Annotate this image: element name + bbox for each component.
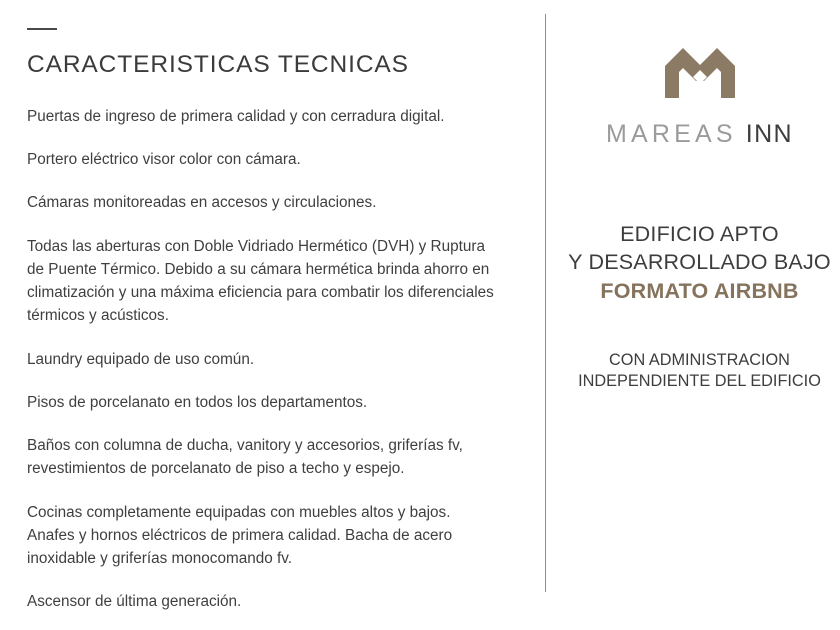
feature-item: Pisos de porcelanato en todos los departamentos.	[27, 393, 368, 411]
logo-container	[565, 40, 834, 104]
headline-line-1: EDIFICIO APTO	[620, 222, 779, 246]
headline-highlight: FORMATO AIRBNB	[600, 278, 799, 303]
headline-line-2: Y DESARROLLADO BAJO	[568, 249, 831, 274]
feature-item: Laundry equipado de uso común.	[27, 350, 255, 368]
page-title: CARACTERISTICAS TECNICAS	[27, 51, 409, 78]
feature-item: Todas las aberturas con Doble Vidriado Hermético (DVH) y Ruptura de Puente Térmico. Debido a su cámara hermética brinda ahorro en climatización y una máxima eficiencia para combatir los diferenciales térmicos y acústicos.	[27, 237, 494, 325]
subnote-line-2: INDEPENDIENTE DEL EDIFICIO	[578, 372, 821, 391]
headline-block	[565, 221, 834, 306]
feature-item: Cocinas completamente equipadas con muebles altos y bajos. Anafes y hornos eléctricos de primera calidad. Bacha de acero inoxidable y griferías monocomando fv.	[27, 503, 453, 568]
mareas-m-logo-icon	[663, 44, 737, 100]
feature-item: Portero eléctrico visor color con cámara.	[27, 151, 301, 169]
subnote-line-1: CON ADMINISTRACION	[609, 350, 790, 369]
feature-item: Cámaras monitoreadas en accesos y circulaciones.	[27, 194, 377, 212]
feature-item: Puertas de ingreso de primera calidad y con cerradura digital.	[27, 107, 445, 125]
brand-name: MAREAS	[605, 120, 737, 148]
brand-column	[545, 0, 840, 630]
brand-wordmark	[565, 120, 834, 149]
feature-item: Ascensor de última generación.	[27, 593, 242, 611]
title-rule	[27, 28, 57, 30]
brand-suffix: INN	[745, 120, 794, 148]
subnote-block	[565, 350, 834, 393]
feature-item: Baños con columna de ducha, vanitory y accesorios, griferías fv, revestimientos de porcelanato de piso a techo y espejo.	[27, 437, 463, 478]
